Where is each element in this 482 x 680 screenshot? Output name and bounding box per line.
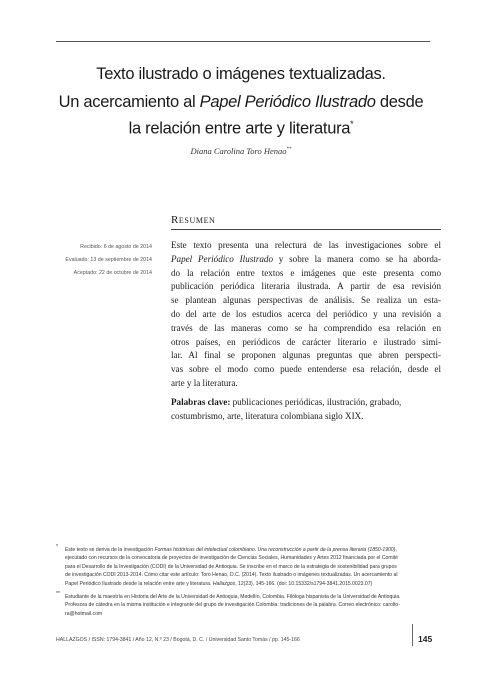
abstract-body: [171, 239, 441, 391]
footnote-line: de investigación CODI 2013-2014. Cómo citar este artículo: Toro Henao, D.C. (2014). Texto ilustrado o imágenes textualizadas. Un acercamiento al: [65, 572, 398, 579]
article-title-line-2: [40, 91, 442, 113]
top-rule: [56, 41, 430, 42]
accepted-date: Aceptado: 22 de octubre de 2014: [73, 270, 152, 276]
page-number: 145: [418, 634, 433, 644]
title-text: Un acercamiento al: [58, 93, 200, 111]
journal-citation-footer: HALLAZGOS / ISSN: 1794-3841 / Año 12, N.º 23 / Bogotá, D. C. / Universidad Santo Tomás / pp. 145-166: [56, 637, 300, 643]
footer-rule: [412, 624, 413, 646]
abstract-line: otros países, en periódicos de carácter literario e ilustrado simi-: [171, 336, 441, 347]
title-text: desde: [375, 93, 424, 111]
abstract-line: do la relación entre textos e imágenes que este presenta como: [171, 267, 441, 278]
footnote-body: [65, 593, 442, 618]
footnote-text: ,: [395, 547, 397, 553]
author-text: Diana Carolina Toro Henao: [190, 146, 287, 156]
keywords-line: [171, 396, 441, 410]
keywords-label: Palabras clave:: [171, 397, 231, 407]
footnote-line: Estudiante de la maestría en Historia del Arte de la Universidad de Antioquia, Medellín, Colombia. Filóloga hispanista de la Universidad de Antioquia.: [65, 594, 401, 601]
footnote-line: Profesora de cátedra en la misma institución e integrante del grupo de investigación Colombia: tradiciones de la palabra. Correo electrónico: carolto-: [65, 602, 400, 609]
journal-name-italic: Papel Periódico Ilustrado: [171, 253, 273, 264]
footnote-line: [65, 580, 442, 588]
evaluated-date: Evaluado: 13 de septiembre de 2014: [65, 257, 152, 263]
title-italic: Papel Periódico Ilustrado: [199, 93, 376, 111]
footnote-1: [56, 546, 442, 588]
abstract-line: do del arte de los estudios acerca del periódico y una revisión a: [171, 308, 441, 319]
footnotes: [56, 546, 442, 623]
footnote-line: ejecutado con recursos de la convocatoria de proyectos de investigación de Ciencias Sociales, Humanidades y Artes 2012 financiada por el Comité: [65, 555, 398, 562]
article-dates: [65, 241, 152, 280]
title-text: la relación entre arte y literatura: [128, 119, 351, 138]
abstract-line: través de las maneras como se ha comprendido esa relación en: [171, 322, 441, 333]
abstract-heading: Resumen: [171, 214, 216, 226]
footnote-mark: *: [56, 544, 58, 550]
footnote-italic: Hallazgos: [212, 580, 236, 587]
footnote-body: [65, 546, 442, 588]
received-date: Recibido: 6 de agosto de 2014: [80, 244, 152, 250]
footnote-text: Papel Periódico Ilustrado desde la relación entre arte y literatura.: [65, 580, 213, 587]
footnote-line: [65, 546, 442, 554]
title-footnote-mark: *: [350, 119, 354, 129]
abstract-line: se plantean algunas perspectivas de análisis. Se realiza un esta-: [171, 295, 441, 306]
footnote-italic: Formas históricas del intelectual colombiano. Una reconstrucción a partir de la prensa literaria (1850-1900): [154, 547, 396, 553]
footnote-text: Este texto se deriva de la investigación: [65, 547, 155, 553]
abstract-line: Este texto presenta una relectura de las investigaciones sobre el: [171, 240, 441, 250]
article-title-line-3: [40, 113, 442, 140]
abstract-line: arte y la literatura.: [171, 377, 238, 388]
footnote-line: para el Desarrollo de la Investigación (CODI) de la Universidad de Antioquia. Se inscribe en el marco de la estrategia de sostenibilidad para grupos: [65, 563, 397, 570]
author-name: [40, 146, 442, 156]
article-title-line-1: Texto ilustrado o imágenes textualizadas.: [96, 65, 386, 83]
footnote-line: ra@hotmail.com: [65, 610, 103, 617]
abstract-line: [171, 253, 441, 267]
abstract-line: vas sobre el modo como puede entenderse esa relación, desde el: [171, 364, 441, 375]
footnote-text: , 12(23), 145-166. (doi: 10.15332/s1794-3841.2015.0023.07): [235, 580, 373, 587]
abstract-line: lar. Al final se proponen algunas preguntas que abren perspecti-: [171, 350, 441, 361]
footnote-mark: **: [56, 591, 60, 598]
author-footnote-mark: **: [286, 147, 292, 153]
abstract-rule: [171, 229, 441, 230]
keywords: [171, 396, 441, 424]
abstract-text: y sobre la manera como se ha aborda-: [273, 253, 441, 264]
keywords-line: costumbrismo, arte, literatura colombiana siglo XIX.: [171, 410, 364, 421]
footnote-2: [56, 593, 442, 618]
abstract-line: publicación periódica literaria ilustrada. A partir de esa revisión: [171, 281, 441, 292]
keywords-text: publicaciones periódicas, ilustración, grabado,: [230, 397, 402, 407]
